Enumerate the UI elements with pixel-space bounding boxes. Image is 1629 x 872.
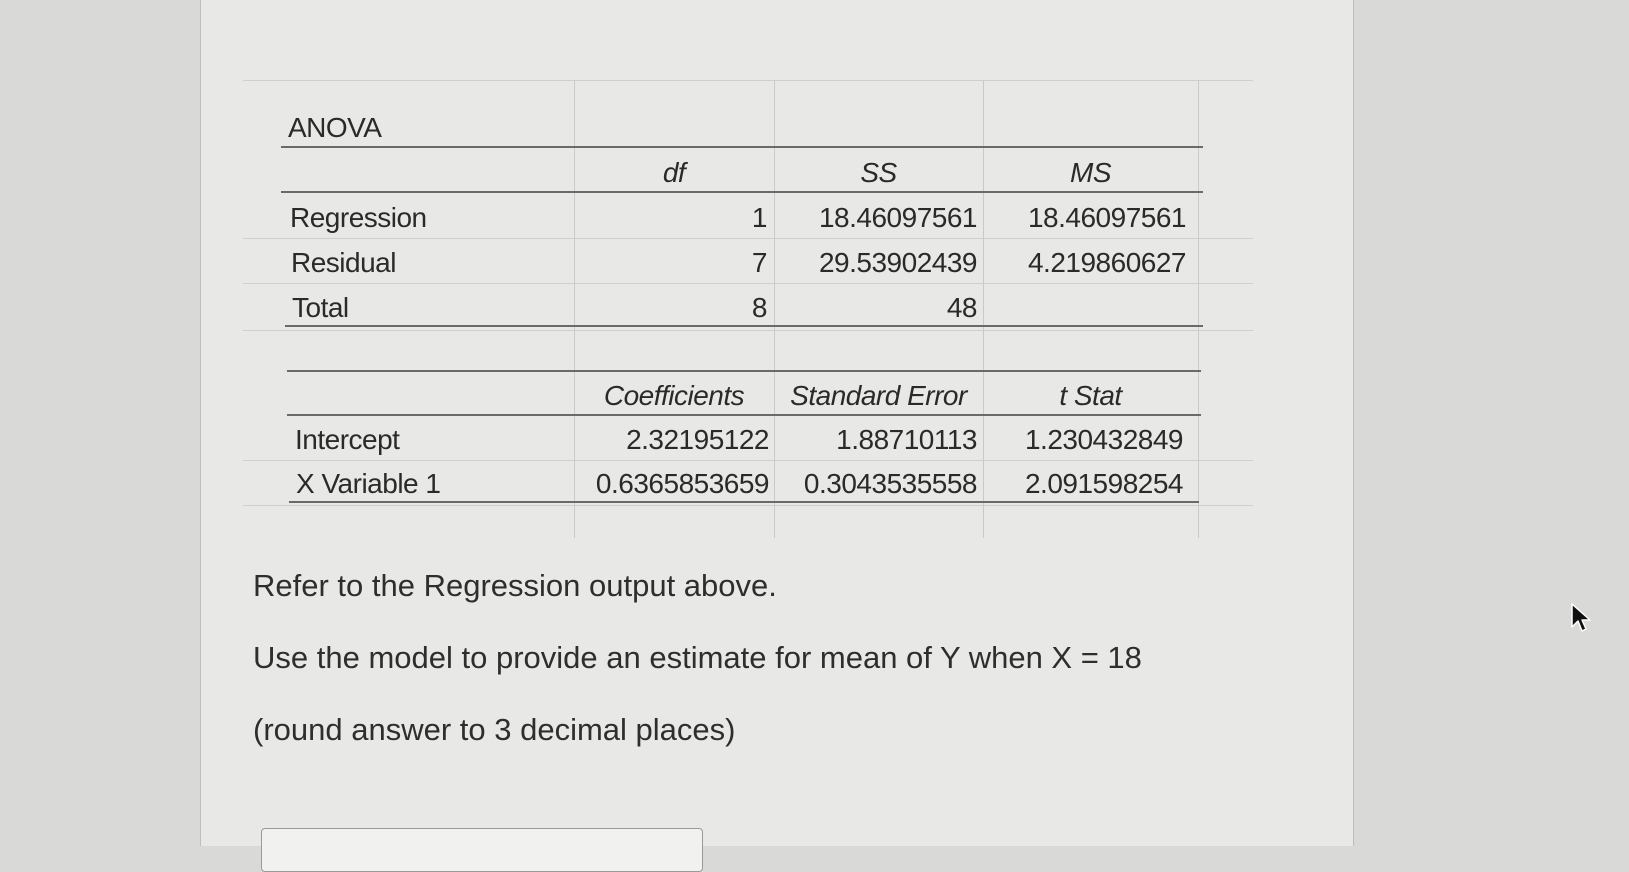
row-label-x-variable-1: X Variable 1: [296, 468, 441, 499]
header-t-stat: t Stat: [1059, 380, 1122, 411]
grid-line: [243, 460, 1253, 461]
regression-ms: 18.46097561: [1027, 202, 1186, 233]
anova-title: ANOVA: [288, 112, 382, 143]
table-rule: [281, 146, 1203, 148]
table-rule: [287, 414, 1201, 416]
table-rule: [285, 325, 1203, 327]
header-df: df: [662, 157, 686, 188]
regression-ss: 18.46097561: [818, 202, 977, 233]
intercept-coefficient: 2.32195122: [626, 424, 769, 455]
header-ss: SS: [860, 157, 897, 188]
regression-df: 1: [751, 202, 767, 233]
question-prompt: Use the model to provide an estimate for mean of Y when X = 18: [253, 640, 1142, 675]
grid-line: [243, 80, 1253, 81]
row-label-regression: Regression: [290, 202, 427, 233]
intercept-t-stat: 1.230432849: [1024, 424, 1183, 455]
table-rule: [281, 191, 1203, 193]
header-standard-error: Standard Error: [790, 380, 967, 411]
row-label-residual: Residual: [291, 247, 396, 278]
residual-df: 7: [751, 247, 767, 278]
grid-line: [243, 238, 1253, 239]
table-rule: [287, 370, 1201, 372]
row-label-intercept: Intercept: [295, 424, 400, 455]
question-page: [200, 0, 1354, 846]
total-df: 8: [751, 292, 767, 323]
residual-ms: 4.219860627: [1027, 247, 1186, 278]
residual-ss: 29.53902439: [818, 247, 977, 278]
row-label-total: Total: [292, 292, 349, 323]
header-coefficients: Coefficients: [603, 380, 745, 411]
mouse-pointer-icon: [1570, 603, 1592, 633]
x-variable-standard-error: 0.3043535558: [803, 468, 977, 499]
intercept-standard-error: 1.88710113: [836, 424, 977, 455]
regression-output-table: [243, 80, 1253, 540]
answer-input[interactable]: [261, 828, 703, 872]
x-variable-t-stat: 2.091598254: [1024, 468, 1183, 499]
grid-line: [243, 283, 1253, 284]
table-rule: [289, 501, 1199, 503]
question-instruction: Refer to the Regression output above.: [253, 568, 777, 603]
question-rounding-note: (round answer to 3 decimal places): [253, 712, 736, 747]
grid-line: [243, 330, 1253, 331]
grid-line: [243, 505, 1253, 506]
total-ss: 48: [946, 292, 977, 323]
x-variable-coefficient: 0.6365853659: [595, 468, 769, 499]
header-ms: MS: [1070, 157, 1111, 188]
grid-line: [1198, 80, 1199, 538]
